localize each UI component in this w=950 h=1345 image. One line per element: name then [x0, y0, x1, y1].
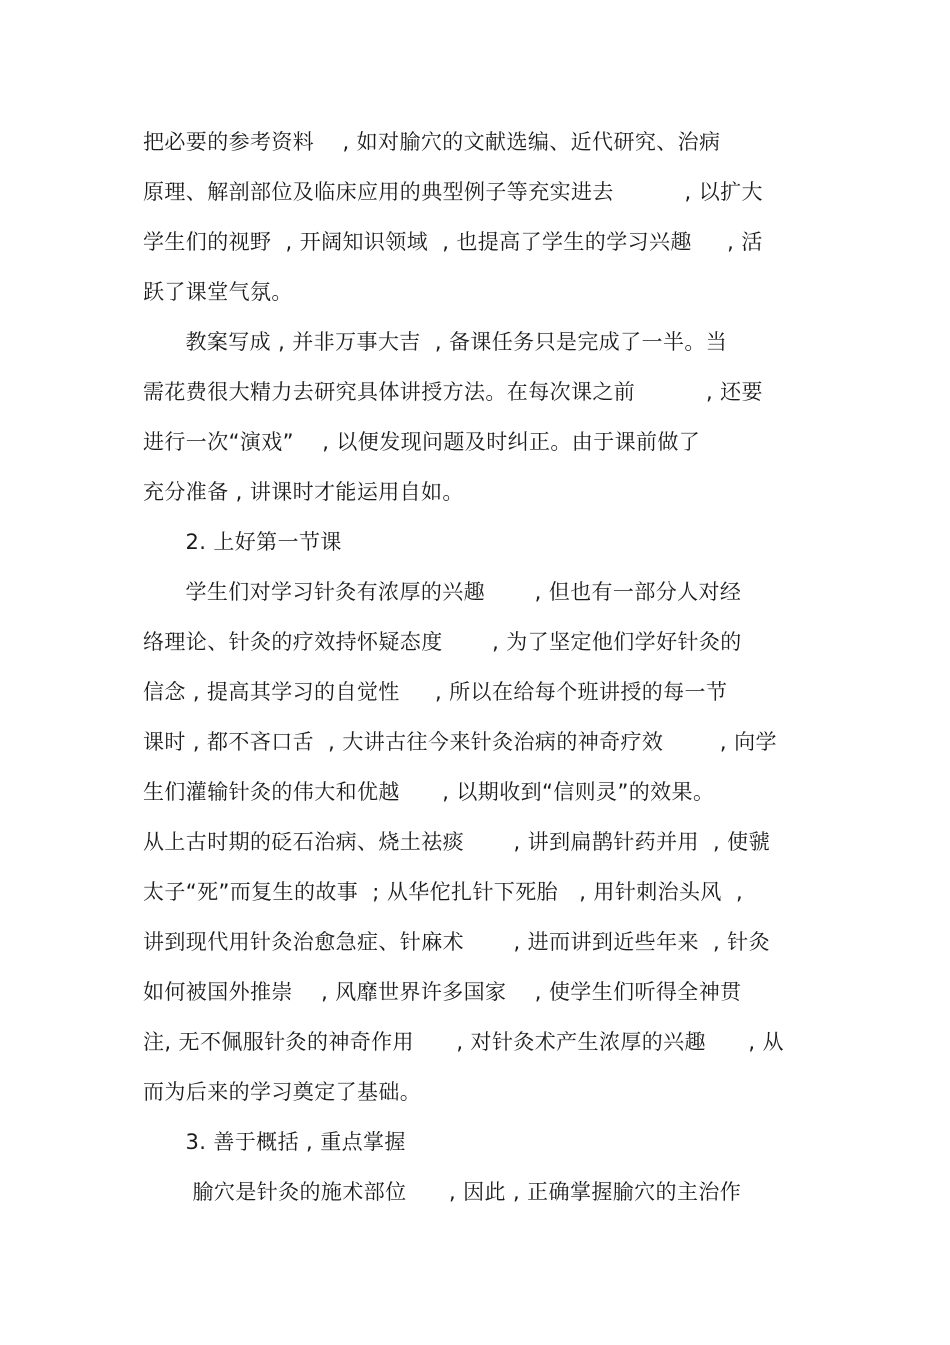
text-line: 太子“死”而复生的故事 ; 从华佗扎针下死胎 , 用针刺治头风 , — [143, 880, 744, 904]
text-line: 把必要的参考资料 , 如对腧穴的文献选编、近代研究、治病 — [143, 130, 721, 154]
text-line: 而为后来的学习奠定了基础。 — [143, 1080, 422, 1104]
section-heading: 2. 上好第一节课 — [143, 530, 342, 554]
text-line: 腧穴是针灸的施术部位 , 因此 , 正确掌握腧穴的主治作 — [143, 1180, 742, 1204]
text-line: 学生们对学习针灸有浓厚的兴趣 , 但也有一部分人对经 — [143, 580, 742, 604]
text-line: 课时 , 都不吝口舌 , 大讲古往今来针灸治病的神奇疗效 , 向学 — [143, 730, 777, 754]
section-heading: 3. 善于概括 , 重点掌握 — [143, 1130, 406, 1154]
text-line: 信念 , 提高其学习的自觉性 , 所以在给每个班讲授的每一节 — [143, 680, 728, 704]
text-line: 注, 无不佩服针灸的神奇作用 , 对针灸术产生浓厚的兴趣 , 从 — [143, 1030, 784, 1054]
text-line: 教案写成 , 并非万事大吉 , 备课任务只是完成了一半。当 — [143, 330, 728, 354]
text-line: 需花费很大精力去研究具体讲授方法。在每次课之前 , 还要 — [143, 380, 763, 404]
text-line: 络理论、针灸的疗效持怀疑态度 , 为了坚定他们学好针灸的 — [143, 630, 742, 654]
text-line: 从上古时期的砭石治病、烧土祛痰 , 讲到扁鹊针药并用 , 使虢 — [143, 830, 770, 854]
text-line: 充分准备 , 讲课时才能运用自如。 — [143, 480, 464, 504]
text-line: 进行一次“演戏” , 以便发现问题及时纠正。由于课前做了 — [143, 430, 701, 454]
text-line: 如何被国外推崇 , 风靡世界许多国家 , 使学生们听得全神贯 — [143, 980, 742, 1004]
text-line: 生们灌输针灸的伟大和优越 , 以期收到“信则灵”的效果。 — [143, 780, 715, 804]
text-line: 学生们的视野 , 开阔知识领域 , 也提高了学生的学习兴趣 , 活 — [143, 230, 763, 254]
text-line: 原理、解剖部位及临床应用的典型例子等充实进去 , 以扩大 — [143, 180, 763, 204]
text-line: 跃了课堂气氛。 — [143, 280, 293, 304]
text-line: 讲到现代用针灸治愈急症、针麻术 , 进而讲到近些年来 , 针灸 — [143, 930, 770, 954]
